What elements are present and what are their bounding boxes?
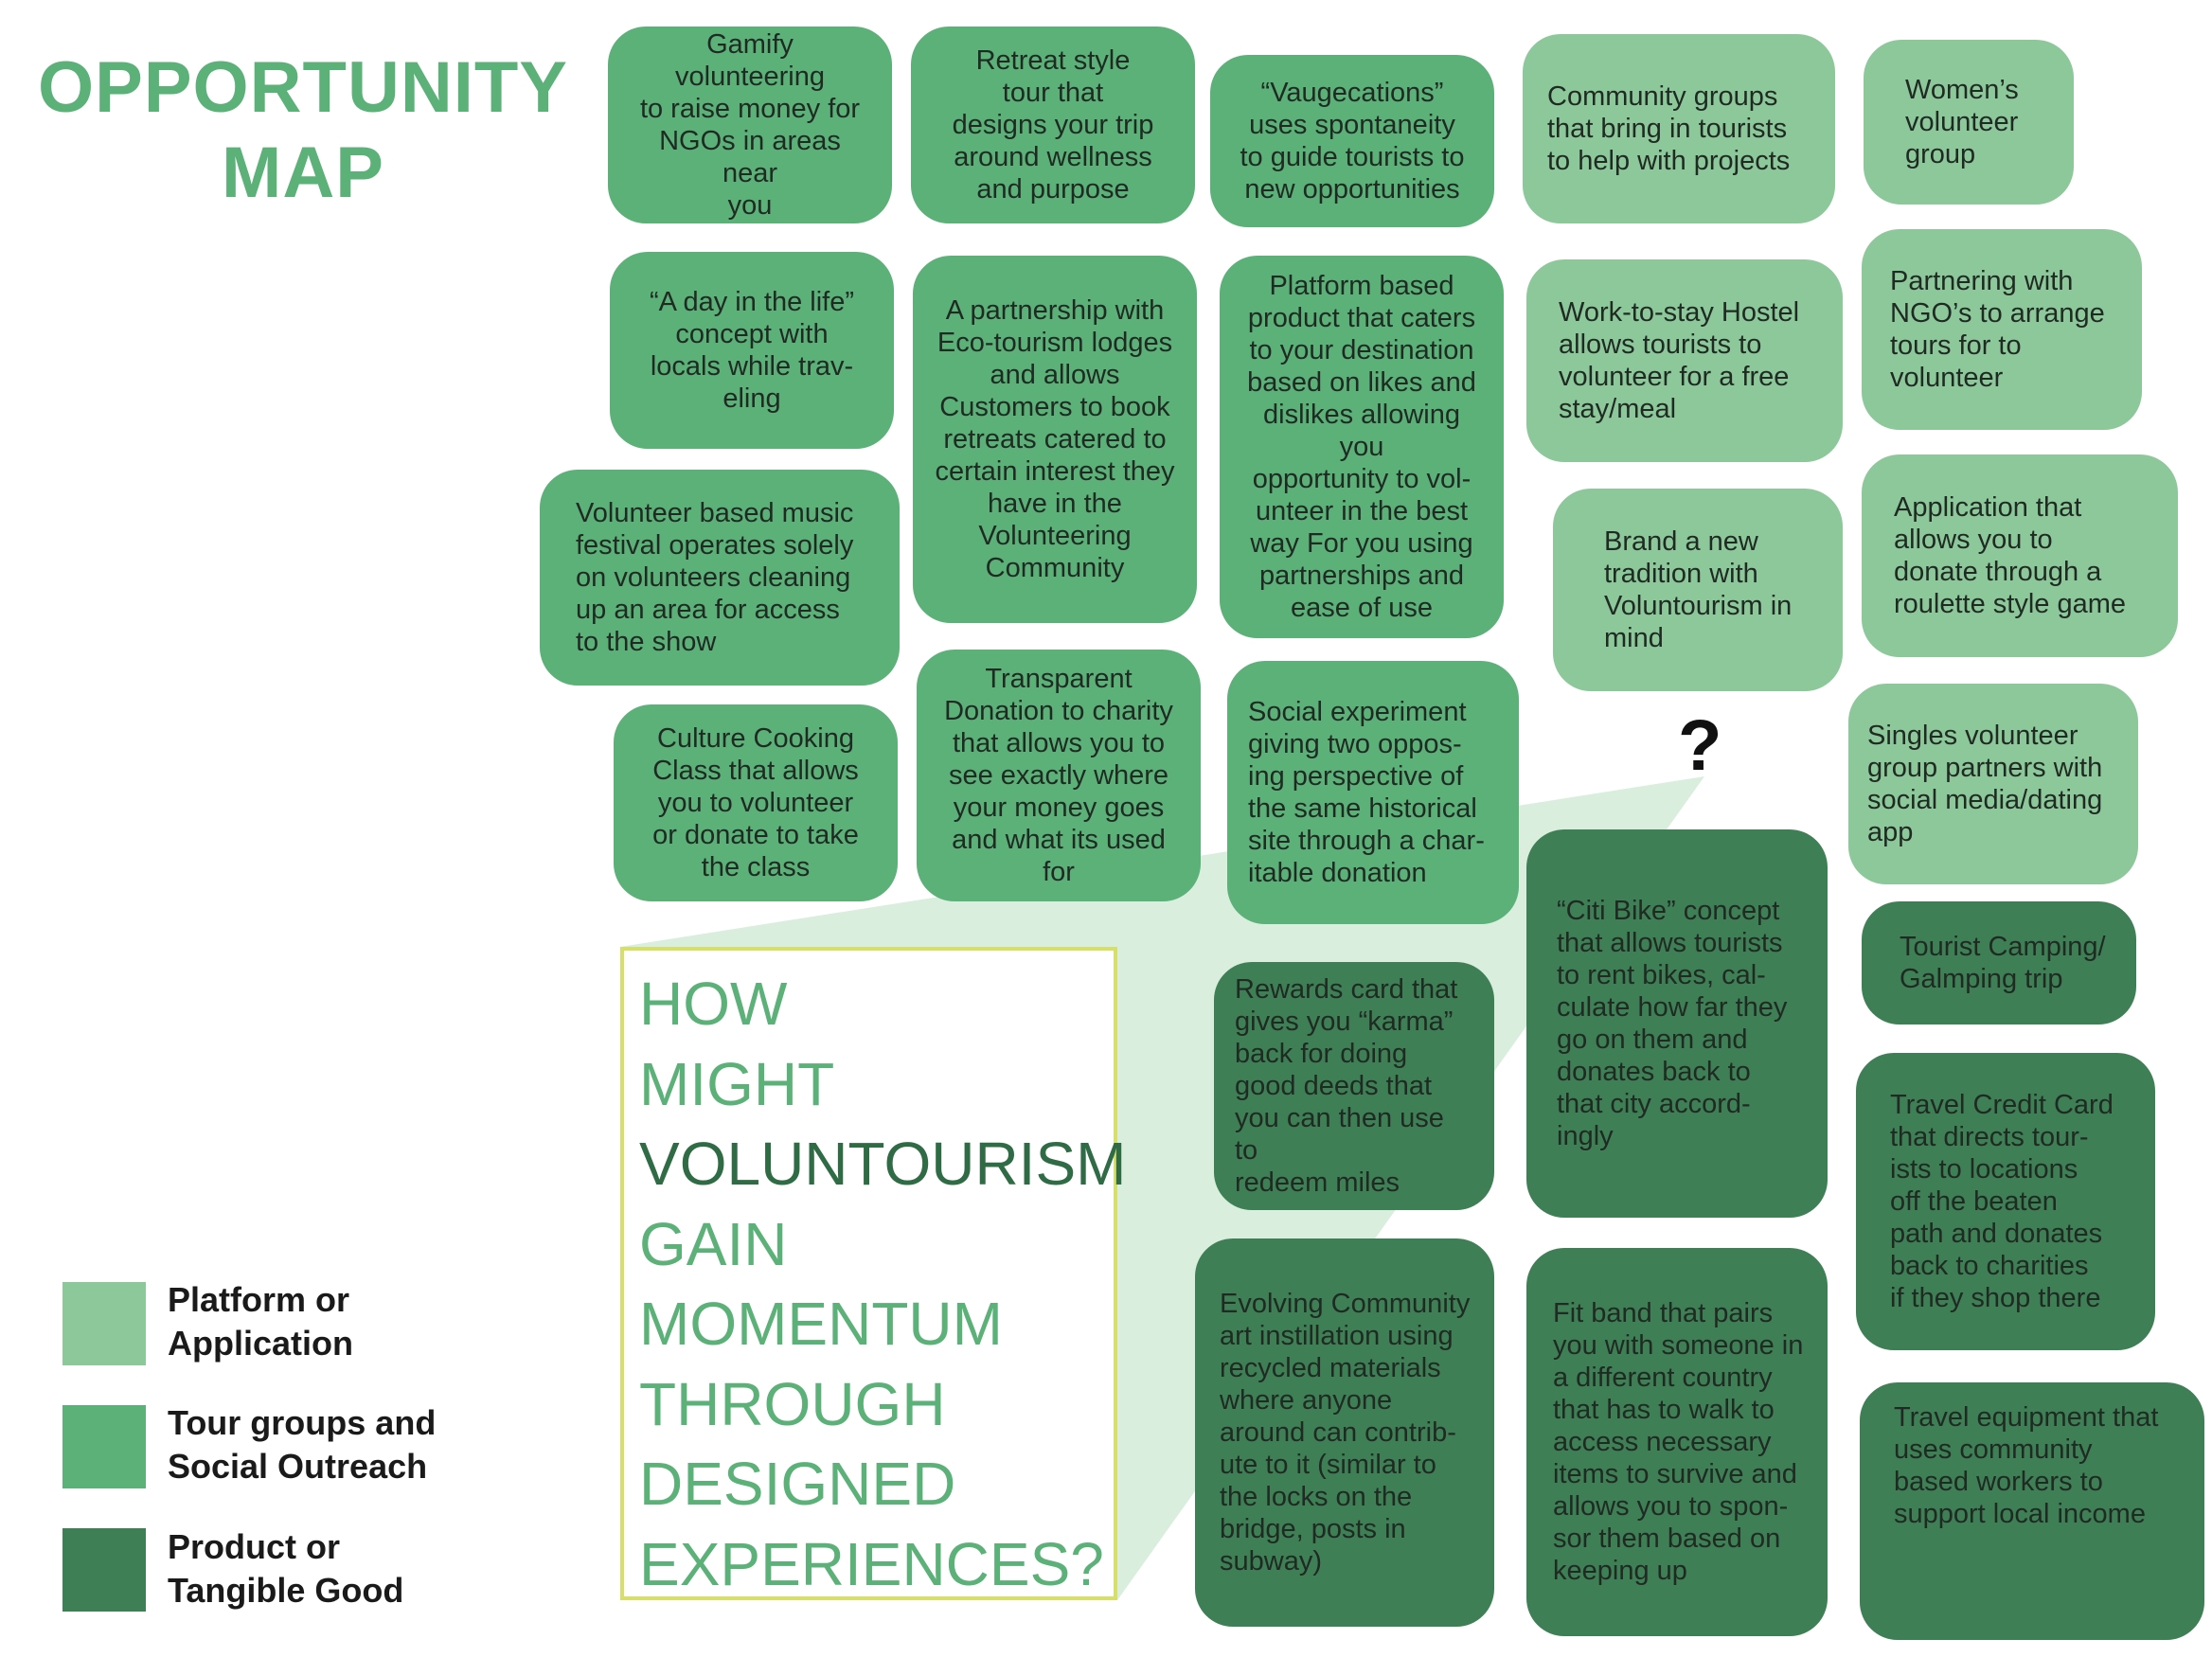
legend-swatch-platform [62, 1282, 146, 1365]
card-music-festival: Volunteer based music festival operates solely on volunteers cleaning up an area for access to the show [540, 470, 900, 686]
hmw-line-highlight: VOLUNTOURISM [639, 1130, 1127, 1198]
title-line-2: MAP [222, 133, 384, 213]
legend-label-product: Product or Tangible Good [168, 1527, 404, 1610]
card-credit-card: Travel Credit Card that directs tour- ists to locations off the beaten path and donates back to charities if they shop there [1856, 1053, 2155, 1350]
hmw-line: GAIN [639, 1209, 788, 1278]
card-social-experiment: Social experiment giving two oppos- ing perspective of the same historical site through a char- itable donation [1227, 661, 1519, 924]
card-transparent: Transparent Donation to charity that allows you to see exactly where your money goes and what its used for [917, 650, 1201, 901]
card-community-groups: Community groups that bring in tourists to help with projects [1523, 34, 1835, 223]
card-equipment: Travel equipment that uses community based workers to support local income [1860, 1382, 2204, 1640]
card-brand-tradition: Brand a new tradition with Voluntourism in mind [1553, 489, 1843, 691]
card-citi-bike: “Citi Bike” concept that allows tourists to rent bikes, cal- culate how far they go on them and donates back to that city accord- ingly [1526, 829, 1828, 1218]
legend-label-platform: Platform or Application [168, 1280, 353, 1363]
card-retreat: Retreat style tour that designs your trip around wellness and purpose [911, 27, 1195, 223]
hmw-line: THROUGH [639, 1369, 946, 1438]
hmw-line: DESIGNED [639, 1450, 956, 1518]
legend-label-tour: Tour groups and Social Outreach [168, 1403, 437, 1486]
card-camping: Tourist Camping/ Galmping trip [1862, 901, 2136, 1024]
card-eco-lodges: A partnership with Eco-tourism lodges and allows Customers to book retreats catered to certain interest they have in the Volunteering Community [913, 256, 1197, 623]
card-gamify: Gamify volunteering to raise money for NGOs in areas near you [608, 27, 892, 223]
card-vaugecations: “Vaugecations” uses spontaneity to guide tourists to new opportunities [1210, 55, 1494, 227]
card-singles: Singles volunteer group partners with social media/dating app [1848, 684, 2138, 884]
card-roulette: Application that allows you to donate through a roulette style game [1862, 454, 2178, 657]
legend-swatch-product [62, 1528, 146, 1612]
card-platform-product: Platform based product that caters to your destination based on likes and dislikes allowing you opportunity to vol- unteer in the best way For you using partnerships and ease of use [1220, 256, 1504, 638]
hmw-line: MIGHT [639, 1049, 835, 1118]
title-line-1: OPPORTUNITY [38, 47, 568, 128]
card-day-in-life: “A day in the life” concept with locals while trav- eling [610, 252, 894, 449]
card-cooking: Culture Cooking Class that allows you to volunteer or donate to take the class [614, 704, 898, 901]
legend-swatch-tour [62, 1405, 146, 1488]
card-ngo-tours: Partnering with NGO’s to arrange tours for to volunteer [1862, 229, 2142, 430]
card-rewards: Rewards card that gives you “karma” back for doing good deeds that you can then use to redeem miles [1214, 962, 1494, 1210]
hmw-box [620, 947, 1127, 1600]
hmw-line: MOMENTUM [639, 1290, 1003, 1358]
hmw-line: EXPERIENCES? [639, 1529, 1104, 1598]
card-womens-group: Women’s volunteer group [1864, 40, 2074, 205]
hmw-line: HOW [639, 970, 788, 1038]
question-mark: ? [1678, 705, 1722, 786]
card-fit-band: Fit band that pairs you with someone in a different country that has to walk to access necessary items to survive and allows you to spon- sor them based on keeping up [1526, 1248, 1828, 1636]
card-hostel: Work-to-stay Hostel allows tourists to volunteer for a free stay/meal [1526, 259, 1843, 462]
card-art-installation: Evolving Community art instillation using recycled materials where anyone around can contrib- ute to it (similar to the locks on the bridge, posts in subway) [1195, 1238, 1494, 1627]
